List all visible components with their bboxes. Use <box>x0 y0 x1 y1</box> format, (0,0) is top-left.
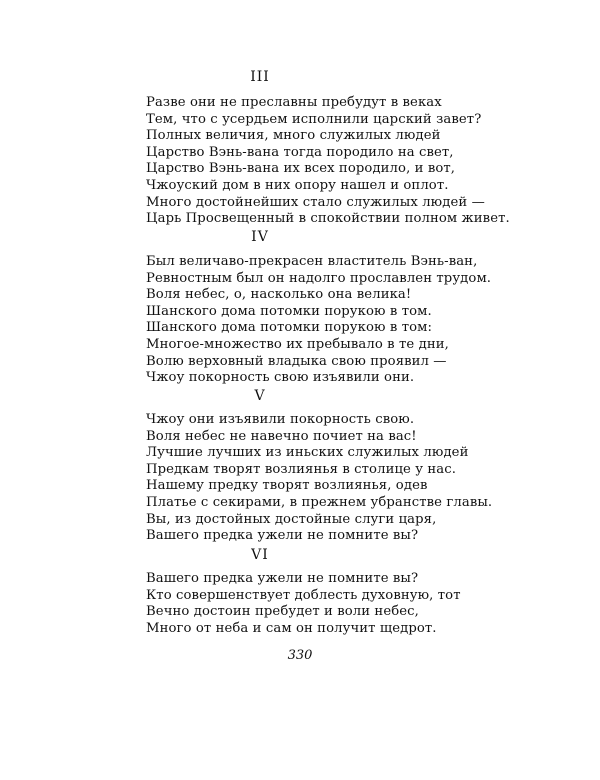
verse-line: Тем, что с усердьем исполнили царский завет? <box>146 111 482 127</box>
verse-line: Много достойнейших стало служилых людей — <box>146 194 485 210</box>
stanza-4 <box>146 254 566 387</box>
stanza-number-6: VI <box>251 547 269 563</box>
verse-line: Чжоуский дом в них опору нашел и оплот. <box>146 177 449 193</box>
stanza-5 <box>146 412 566 545</box>
verse-line: Кто совершенствует доблесть духовную, тот <box>146 587 461 603</box>
stanza-3 <box>146 95 566 228</box>
stanza-number-4: IV <box>251 229 269 245</box>
verse-line: Волю верховный владыка свою проявил — <box>146 353 447 369</box>
verse-line: Вы, из достойных достойные слуги царя, <box>146 511 437 527</box>
verse-line: Ревностным был он надолго прославлен трудом. <box>146 270 492 286</box>
verse-line: Много от неба и сам он получит щедрот. <box>146 620 437 636</box>
verse-line: Платье с секирами, в прежнем убранстве главы. <box>146 494 493 510</box>
verse-line: Воля небес, о, насколько она велика! <box>146 287 412 303</box>
verse-line: Был величаво-прекрасен властитель Вэнь-ван, <box>146 254 478 269</box>
verse-line: Вашего предка ужели не помните вы? <box>146 528 419 544</box>
stanza-6 <box>146 571 566 637</box>
verse-line: Нашему предку творят возлиянья, одев <box>146 478 428 494</box>
verse-line: Полных величия, много служилых людей <box>146 128 441 144</box>
page-number: 330 <box>287 648 313 663</box>
verse-line: Шанского дома потомки порукою в том: <box>146 320 433 336</box>
verse-line: Разве они не преславны пребудут в веках <box>146 95 442 110</box>
verse-line: Царство Вэнь-вана их всех породило, и вот, <box>146 161 456 177</box>
stanza-number-3: III <box>250 69 270 85</box>
verse-line: Чжоу покорность свою изъявили они. <box>146 370 415 386</box>
verse-line: Царь Просвещенный в спокойствии полном живет. <box>146 211 510 227</box>
verse-line: Чжоу они изъявили покорность свою. <box>146 412 415 427</box>
verse-line: Воля небес не навечно почиет на вас! <box>146 428 417 444</box>
verse-line: Вечно достоин пребудет и воли небес, <box>146 604 419 620</box>
verse-line: Царство Вэнь-вана тогда породило на свет, <box>146 144 454 160</box>
verse-line: Многое-множество их пребывало в те дни, <box>146 336 449 352</box>
stanza-number-5: V <box>254 388 266 404</box>
verse-line: Лучшие лучших из иньских служилых людей <box>146 445 469 461</box>
verse-line: Шанского дома потомки порукою в том. <box>146 303 432 319</box>
verse-line: Вашего предка ужели не помните вы? <box>146 571 419 586</box>
verse-line: Предкам творят возлиянья в столице у нас. <box>146 461 457 477</box>
